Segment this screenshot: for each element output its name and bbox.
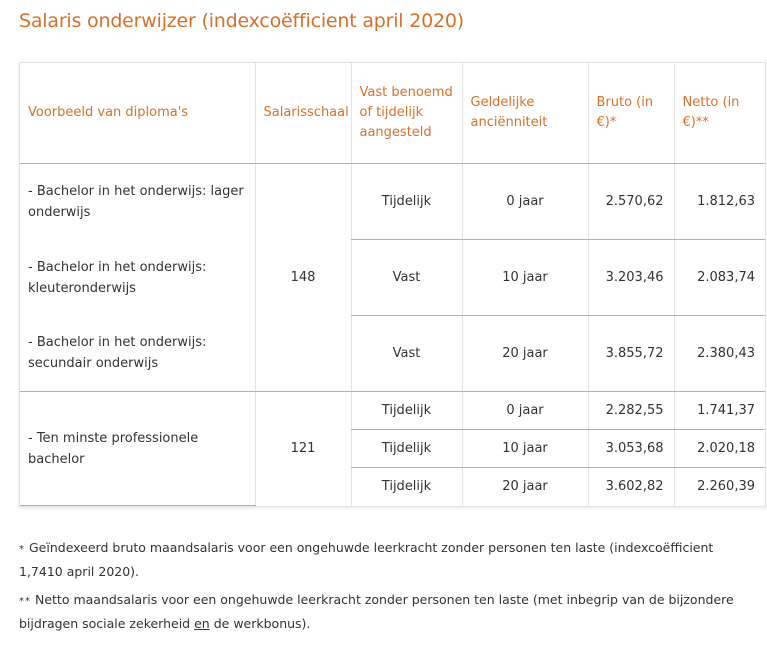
header-benoeming: Vast benoemd of tijdelijk aangesteld [351, 63, 462, 164]
footnote-bruto [19, 537, 759, 583]
netto-cell: 1.741,37 [674, 392, 765, 430]
diploma-cell: - Bachelor in het onderwijs: secundair onderwijs [20, 316, 255, 392]
bruto-cell: 2.570,62 [588, 164, 674, 240]
diploma-cell: - Bachelor in het onderwijs: kleuteronderwijs [28, 259, 207, 296]
header-bruto: Bruto (in €)* [588, 63, 674, 164]
anciennitet-cell: 10 jaar [462, 430, 588, 468]
header-diploma: Voorbeeld van diploma's [20, 63, 255, 164]
header-salarisschaal: Salarisschaal [255, 63, 351, 164]
benoeming-cell: Vast [351, 316, 462, 392]
salary-table [20, 63, 765, 506]
anciennitet-cell: 0 jaar [462, 392, 588, 430]
benoeming-cell: Tijdelijk [351, 164, 462, 240]
netto-cell: 2.260,39 [674, 468, 765, 506]
table-row [20, 240, 765, 316]
header-netto: Netto (in €)** [674, 63, 765, 164]
table-row [20, 316, 765, 392]
table-row [20, 392, 765, 430]
netto-cell: 2.380,43 [674, 316, 765, 392]
netto-cell: 2.083,74 [674, 240, 765, 316]
anciennitet-cell: 0 jaar [462, 164, 588, 240]
bruto-cell: 3.602,82 [588, 468, 674, 506]
netto-cell: 2.020,18 [674, 430, 765, 468]
bruto-cell: 3.203,46 [588, 240, 674, 316]
bruto-cell: 3.053,68 [588, 430, 674, 468]
footnote-text: Netto maandsalaris voor een ongehuwde leerkracht zonder personen ten laste (met inbegrip van de bijzondere bijdragen sociale zekerheid [19, 592, 734, 631]
benoeming-cell: Tijdelijk [351, 430, 462, 468]
table-row [20, 164, 765, 240]
salarisschaal-cell: 121 [255, 392, 351, 506]
diploma-cell: - Ten minste professionele bachelor [20, 392, 255, 506]
footnote-marker: ** [19, 596, 31, 607]
page-title: Salaris onderwijzer (indexcoëfficient april 2020) [19, 10, 464, 32]
footnote-text: Geïndexeerd bruto maandsalaris voor een ongehuwde leerkracht zonder personen ten laste (indexcoëfficient 1,7410 april 2020). [19, 540, 714, 579]
benoeming-cell: Tijdelijk [351, 392, 462, 430]
benoeming-cell: Tijdelijk [351, 468, 462, 506]
netto-cell: 1.812,63 [674, 164, 765, 240]
diploma-cell: - Bachelor in het onderwijs: lager onderwijs [28, 183, 244, 220]
bruto-cell: 3.855,72 [588, 316, 674, 392]
table-header-row [20, 63, 765, 164]
footnote-marker: * [19, 544, 25, 555]
benoeming-cell: Vast [351, 240, 462, 316]
salarisschaal-cell: 148 [255, 164, 351, 392]
header-anciennitet: Geldelijke anciënniteit [462, 63, 588, 164]
footnote-underlined-word: en [194, 616, 210, 631]
footnote-text-end: de werkbonus). [213, 616, 311, 631]
anciennitet-cell: 20 jaar [462, 316, 588, 392]
anciennitet-cell: 20 jaar [462, 468, 588, 506]
salary-table-container [19, 62, 766, 507]
bruto-cell: 2.282,55 [588, 392, 674, 430]
anciennitet-cell: 10 jaar [462, 240, 588, 316]
footnote-netto [19, 589, 759, 635]
